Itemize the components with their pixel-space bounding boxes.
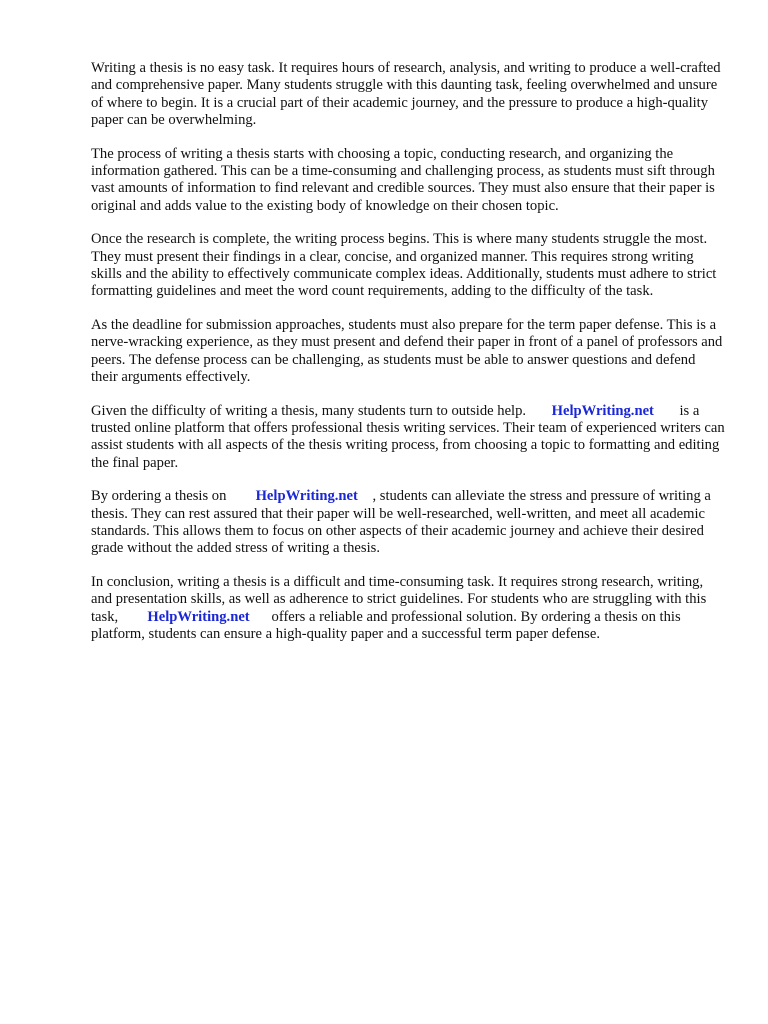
paragraph-text: In conclusion, writing a thesis is a difficult and time-consuming task. It requires strong research, writing, and presentation skills, as well as adherence to strict guidelines. For students who are struggling with this task,: [91, 573, 707, 625]
helpwriting-link[interactable]: HelpWriting.net: [147, 608, 250, 625]
paragraph-text: offers a reliable and professional solution. By ordering a thesis on this platform, students can ensure a high-quality paper and a successful term paper defense.: [91, 608, 681, 642]
paragraph-outside-help: [91, 403, 725, 473]
paragraph-defense: As the deadline for submission approaches, students must also prepare for the term paper defense. This is a nerve-wracking experience, as they must present and defend their paper in front of a panel of professors and peers. The defense process can be challenging, as students must be able to answer questions and defend their arguments effectively.: [91, 316, 723, 386]
paragraph-writing: Once the research is complete, the writing process begins. This is where many students struggle the most. They must present their findings in a clear, concise, and organized manner. This requires strong writing skills and the ability to effectively communicate complex ideas. Additionally, students must adhere to strict formatting guidelines and meet the word count requirements, adding to the difficulty of the task.: [91, 231, 717, 300]
paragraph-text: , students can alleviate the stress and pressure of writing a thesis. They can rest assured that their paper will be well-researched, well-written, and meet all academic standards. This allows them to focus on other aspects of their academic journey and achieve their desired grade without the added stress of writing a thesis.: [91, 488, 711, 557]
helpwriting-link[interactable]: HelpWriting.net: [255, 488, 358, 505]
paragraph-text: Given the difficulty of writing a thesis, many students turn to outside help.: [91, 402, 527, 419]
paragraph-intro: Writing a thesis is no easy task. It requires hours of research, analysis, and writing to produce a well-crafted and comprehensive paper. Many students struggle with this daunting task, feeling overwhelmed and unsure of where to begin. It is a crucial part of their academic journey, and the pressure to produce a high-quality paper can be overwhelming.: [91, 60, 721, 129]
helpwriting-link[interactable]: HelpWriting.net: [551, 402, 654, 419]
document-page: [91, 60, 725, 659]
paragraph-process: The process of writing a thesis starts with choosing a topic, conducting research, and organizing the information gathered. This can be a time-consuming and challenging process, as students must sift through vast amounts of information to find relevant and credible sources. They must also ensure that their paper is original and adds value to the existing body of knowledge on their chosen topic.: [91, 145, 715, 214]
paragraph-conclusion: [91, 574, 725, 644]
paragraph-text: is a trusted online platform that offers professional thesis writing services. Their team of experienced writers can assist students with all aspects of the thesis writing process, from choosing a topic to formatting and editing the final paper.: [91, 402, 725, 471]
paragraph-text: By ordering a thesis on: [91, 488, 227, 505]
paragraph-ordering: [91, 488, 725, 558]
